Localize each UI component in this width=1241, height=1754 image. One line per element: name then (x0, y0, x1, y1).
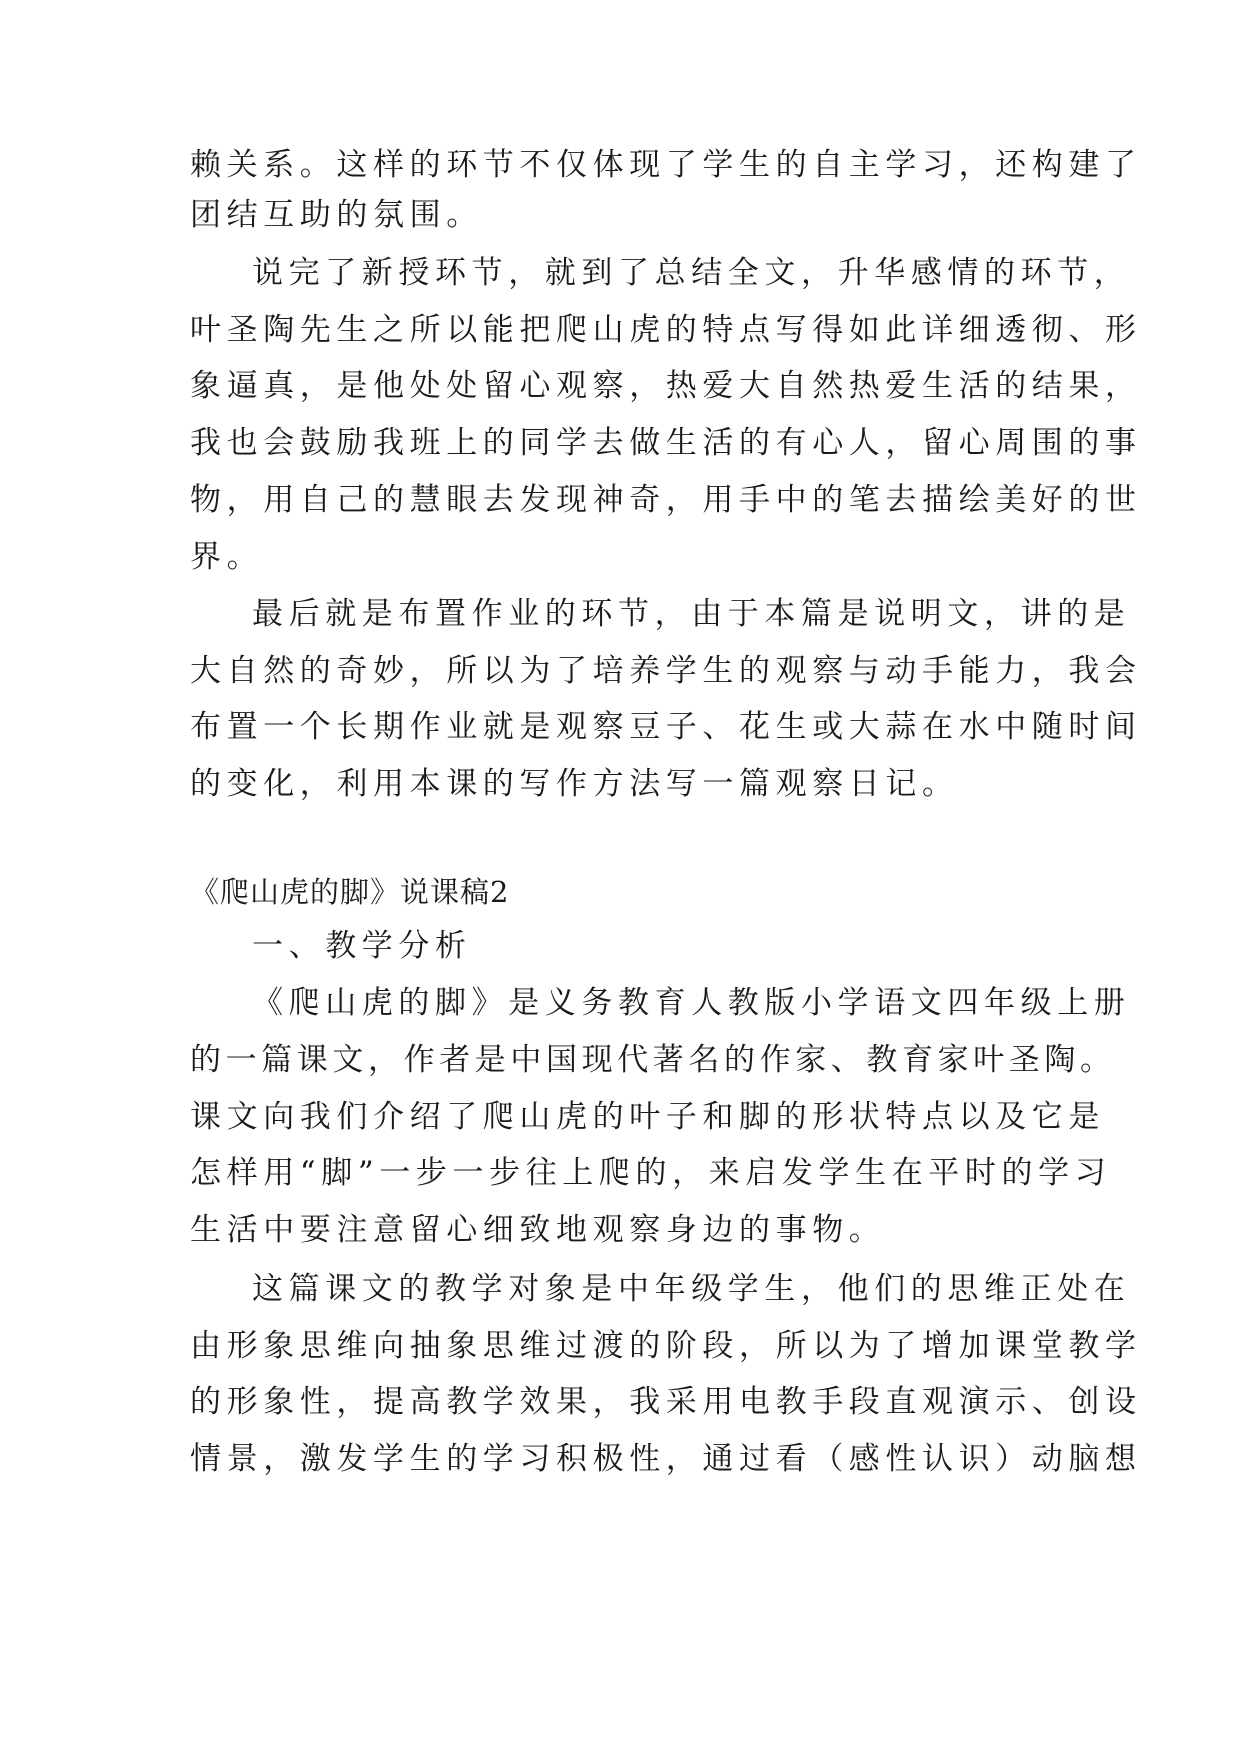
paragraph-line: 这篇课文的教学对象是中年级学生，他们的思维正处在 (252, 1271, 1131, 1307)
paragraph-line: 我也会鼓励我班上的同学去做生活的有心人，留心周围的事 (190, 425, 1142, 461)
paragraph-line: 象逼真，是他处处留心观察，热爱大自然热爱生活的结果， (190, 368, 1142, 404)
paragraph-line: 的一篇课文，作者是中国现代著名的作家、教育家叶圣陶。 (190, 1042, 1116, 1078)
paragraph-line: 的形象性，提高教学效果，我采用电教手段直观演示、创设 (190, 1384, 1142, 1420)
paragraph-line: 《爬山虎的脚》是义务教育人教版小学语文四年级上册 (252, 985, 1131, 1021)
paragraph-line: 由形象思维向抽象思维过渡的阶段，所以为了增加课堂教学 (190, 1328, 1142, 1364)
paragraph-line: 说完了新授环节，就到了总结全文，升华感情的环节， (252, 255, 1131, 291)
section-title: 《爬山虎的脚》说课稿2 (190, 875, 510, 909)
paragraph-line: 怎样用“脚”一步一步往上爬的，来启发学生在平时的学习 (190, 1155, 1112, 1191)
paragraph-line: 情景，激发学生的学习积极性，通过看（感性认识）动脑想 (190, 1441, 1142, 1477)
paragraph-line: 赖关系。这样的环节不仅体现了学生的自主学习，还构建了 (190, 147, 1142, 183)
paragraph-line: 布置一个长期作业就是观察豆子、花生或大蒜在水中随时间 (190, 709, 1142, 745)
paragraph-line: 叶圣陶先生之所以能把爬山虎的特点写得如此详细透彻、形 (190, 312, 1142, 348)
paragraph-line: 物，用自己的慧眼去发现神奇，用手中的笔去描绘美好的世 (190, 482, 1142, 518)
paragraph-line: 最后就是布置作业的环节，由于本篇是说明文，讲的是 (252, 596, 1131, 632)
paragraph-line: 的变化，利用本课的写作方法写一篇观察日记。 (190, 766, 959, 802)
subheading: 一、教学分析 (252, 928, 472, 964)
paragraph-line: 课文向我们介绍了爬山虎的叶子和脚的形状特点以及它是 (190, 1099, 1105, 1135)
paragraph-line: 大自然的奇妙，所以为了培养学生的观察与动手能力，我会 (190, 653, 1142, 689)
paragraph-line: 界。 (190, 539, 264, 575)
paragraph-line: 团结互助的氛围。 (190, 197, 483, 233)
paragraph-line: 生活中要注意留心细致地观察身边的事物。 (190, 1212, 886, 1248)
